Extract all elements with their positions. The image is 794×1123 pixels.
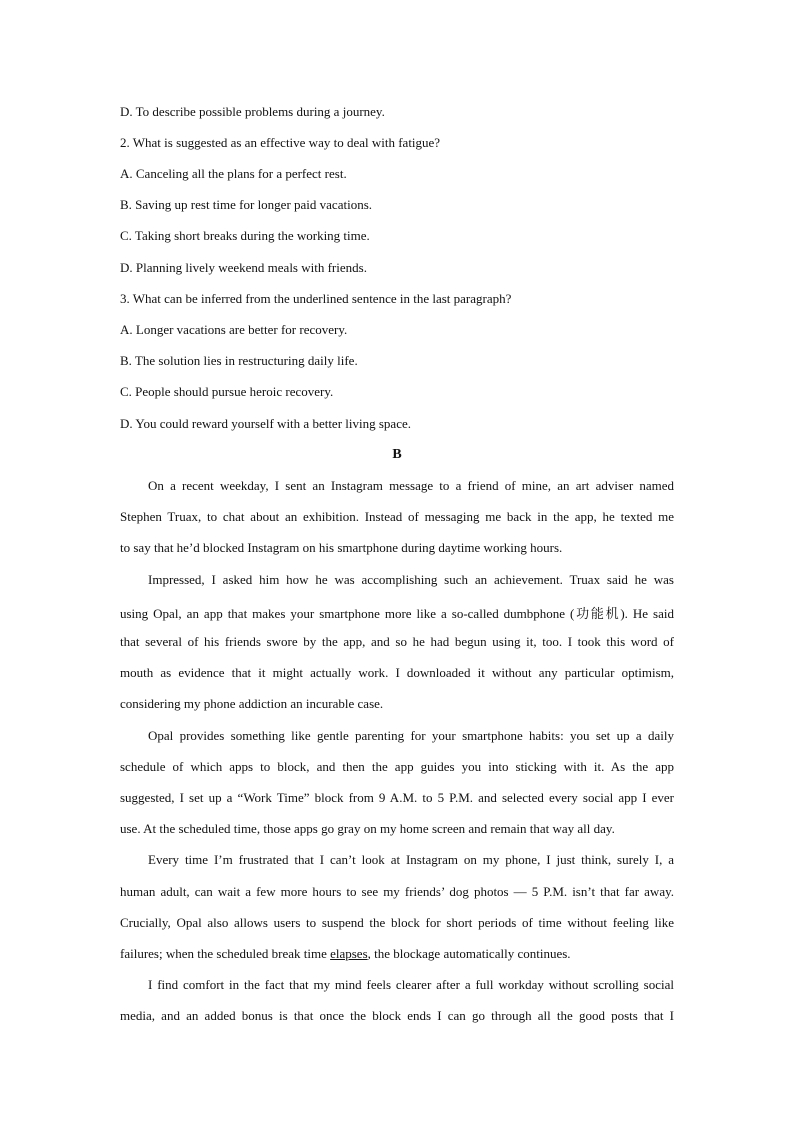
paragraph-line: use. At the scheduled time, those apps go gray on my home screen and remain that way all day. xyxy=(120,821,615,836)
q2-option-d: D. Planning lively weekend meals with friends. xyxy=(120,260,367,275)
q3-option-c: C. People should pursue heroic recovery. xyxy=(120,384,334,399)
underlined-word: elapses xyxy=(330,946,368,961)
paragraph-line: schedule of which apps to block, and then the app guides you into sticking with it. As the app xyxy=(120,759,674,774)
paragraph-line: that several of his friends swore by the app, and so he had begun using it, too. I took this word of xyxy=(120,634,674,649)
q3-option-a: A. Longer vacations are better for recovery. xyxy=(120,322,348,337)
paragraph-line: media, and an added bonus is that once the block ends I can go through all the good posts that I xyxy=(120,1008,674,1023)
paragraph-line: suggested, I set up a “Work Time” block from 9 A.M. to 5 P.M. and selected every social app I ever xyxy=(120,790,674,805)
paragraph-line-with-underline xyxy=(120,946,571,962)
paragraph-line: Opal provides something like gentle parenting for your smartphone habits: you set up a daily xyxy=(148,728,674,743)
q3-stem: 3. What can be inferred from the underlined sentence in the last paragraph? xyxy=(120,291,512,306)
q3-option-d: D. You could reward yourself with a better living space. xyxy=(120,416,411,431)
text-segment: failures; when the scheduled break time xyxy=(120,946,331,961)
paragraph-line: Crucially, Opal also allows users to suspend the block for short periods of time without feeling like xyxy=(120,915,674,930)
paragraph-line: I find comfort in the fact that my mind feels clearer after a full workday without scrolling social xyxy=(148,977,674,992)
paragraph-line: human adult, can wait a few more hours to see my friends’ dog photos — 5 P.M. isn’t that far away. xyxy=(120,884,674,899)
q2-option-c: C. Taking short breaks during the working time. xyxy=(120,228,370,243)
section-heading: B xyxy=(392,447,402,462)
paragraph-line: On a recent weekday, I sent an Instagram message to a friend of mine, an art adviser named xyxy=(148,478,674,493)
text-segment: , the blockage automatically continues. xyxy=(367,946,571,961)
paragraph-line: Stephen Truax, to chat about an exhibition. Instead of messaging me back in the app, he texted me xyxy=(120,509,674,524)
q2-option-a: A. Canceling all the plans for a perfect rest. xyxy=(120,166,347,181)
paragraph-line: to say that he’d blocked Instagram on his smartphone during daytime working hours. xyxy=(120,540,563,555)
paragraph-line: using Opal, an app that makes your smartphone more like a so-called dumbphone (功能机). He said xyxy=(120,606,674,621)
q3-option-b: B. The solution lies in restructuring daily life. xyxy=(120,353,358,368)
q2-option-b: B. Saving up rest time for longer paid vacations. xyxy=(120,197,373,212)
q2-stem: 2. What is suggested as an effective way to deal with fatigue? xyxy=(120,135,441,150)
paragraph-line: Impressed, I asked him how he was accomplishing such an achievement. Truax said he was xyxy=(148,572,674,587)
paragraph-line: considering my phone addiction an incurable case. xyxy=(120,696,384,711)
q1-option-d: D. To describe possible problems during a journey. xyxy=(120,104,385,119)
paragraph-line: Every time I’m frustrated that I can’t look at Instagram on my phone, I just think, surely I, a xyxy=(148,852,674,867)
paragraph-line: mouth as evidence that it might actually work. I downloaded it without any particular optimism, xyxy=(120,665,674,680)
